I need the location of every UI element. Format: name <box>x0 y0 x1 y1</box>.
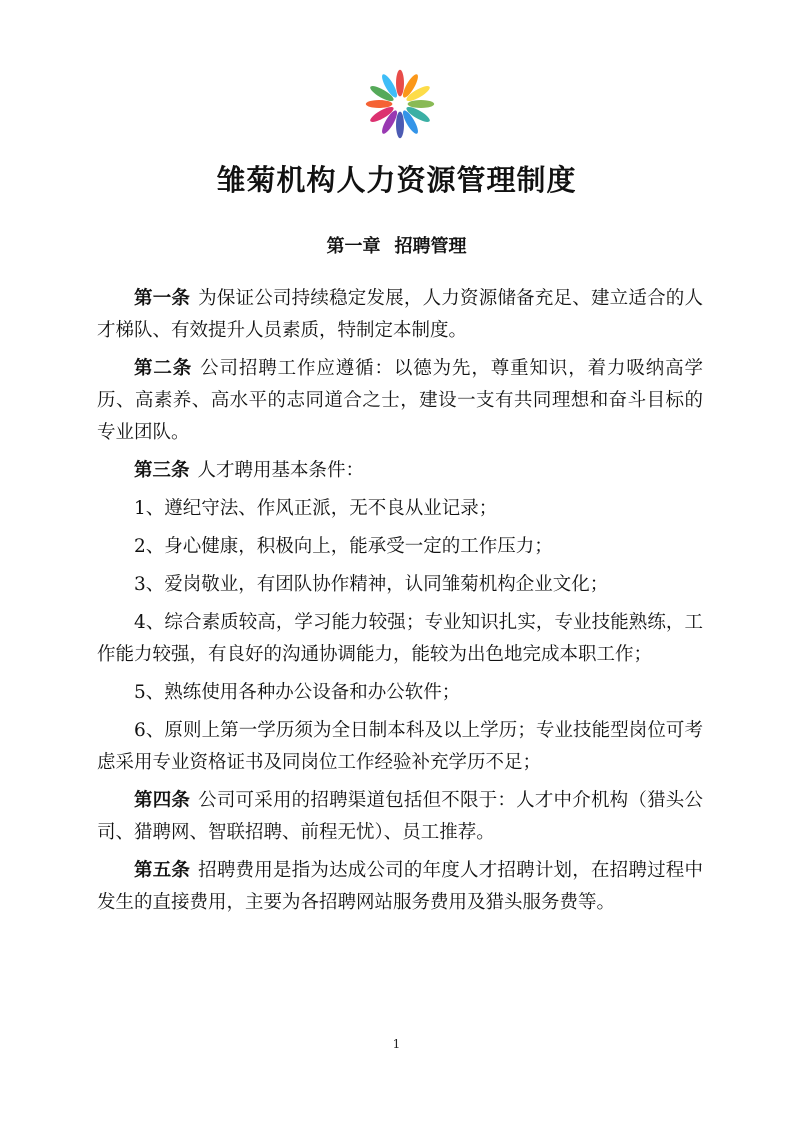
condition-item: 2、身心健康，积极向上，能承受一定的工作压力； <box>134 536 553 557</box>
article-label: 第四条 <box>134 790 191 811</box>
article-label: 第二条 <box>134 358 193 379</box>
article-1 <box>97 283 703 347</box>
condition-item: 4、综合素质较高，学习能力较强；专业知识扎实，专业技能熟练，工作能力较强，有良好的沟通协调能力，能较为出色地完成本职工作； <box>97 612 703 665</box>
chapter-number: 第一章 <box>326 236 381 257</box>
article-label: 第三条 <box>134 460 190 481</box>
daisy-logo-icon <box>362 66 438 142</box>
logo-petal <box>408 100 435 108</box>
logo-petal <box>396 112 404 139</box>
article-text: 公司招聘工作应遵循：以德为先，尊重知识，着力吸纳高学历、高素养、高水平的志同道合之士，建设一支有共同理想和奋斗目标的专业团队。 <box>97 358 703 443</box>
logo-petal <box>366 100 393 108</box>
article-2 <box>97 353 703 449</box>
condition-item: 6、原则上第一学历须为全日制本科及以上学历；专业技能型岗位可考虑采用专业资格证书及同岗位工作经验补充学历不足； <box>97 720 703 773</box>
article-3 <box>97 455 703 487</box>
article-5 <box>97 855 703 919</box>
article-text: 为保证公司持续稳定发展，人力资源储备充足、建立适合的人才梯队、有效提升人员素质，特制定本制度。 <box>97 288 703 341</box>
condition-item: 5、熟练使用各种办公设备和办公软件； <box>134 682 461 703</box>
document-body <box>97 283 703 925</box>
article-label: 第一条 <box>134 288 191 309</box>
document-title: 雏菊机构人力资源管理制度 <box>216 163 577 197</box>
condition-item: 3、爱岗敬业，有团队协作精神，认同雏菊机构企业文化； <box>134 574 609 595</box>
condition-item: 1、遵纪守法、作风正派，无不良从业记录； <box>134 498 498 519</box>
article-text: 公司可采用的招聘渠道包括但不限于：人才中介机构（猎头公司、猎聘网、智联招聘、前程无忧）、员工推荐。 <box>97 790 703 843</box>
chapter-name: 招聘管理 <box>394 236 467 257</box>
logo-petal <box>396 70 404 97</box>
page-number: 1 <box>392 1037 401 1051</box>
article-4 <box>97 785 703 849</box>
chapter-heading <box>0 232 793 258</box>
article-text: 人才聘用基本条件： <box>197 460 365 481</box>
article-label: 第五条 <box>134 860 191 881</box>
article-text: 招聘费用是指为达成公司的年度人才招聘计划，在招聘过程中发生的直接费用，主要为各招聘网站服务费用及猎头服务费等。 <box>97 860 703 913</box>
